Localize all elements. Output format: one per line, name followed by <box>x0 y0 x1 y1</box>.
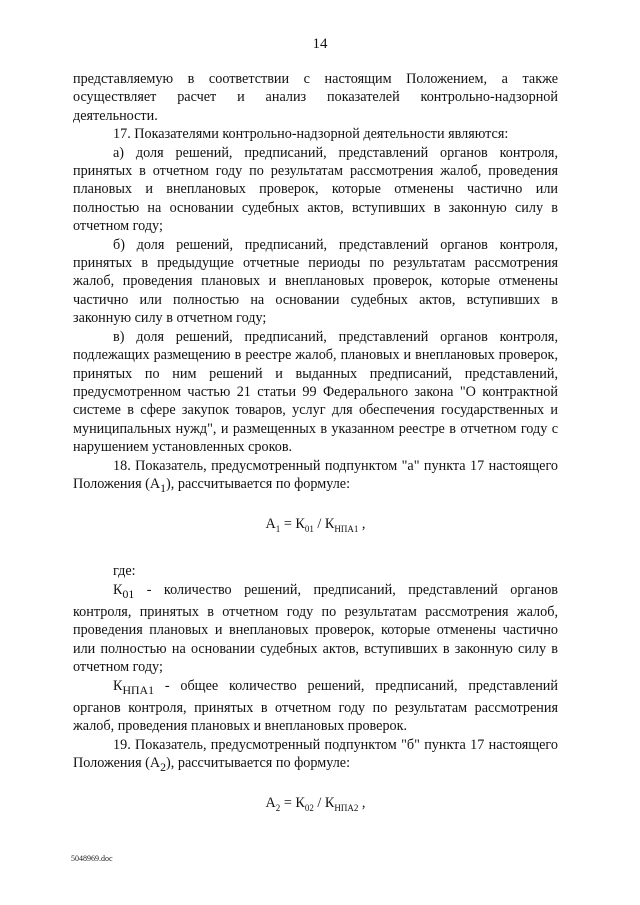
formula-a2-eq: = К <box>280 795 305 812</box>
paragraph-18 <box>73 457 558 498</box>
formula-a1-end: , <box>358 516 366 533</box>
document-body <box>73 70 558 842</box>
definition-knpa1 <box>73 677 558 736</box>
page-number: 14 <box>312 36 328 52</box>
formula-a1 <box>73 515 558 538</box>
formula-a1-eq: = К <box>280 516 305 533</box>
paragraph-18-text: 18. Показатель, предусмотренный подпунктом "а" пункта 17 настоящего Положения (А <box>73 457 558 492</box>
formula-a2-lhs-sub: 2 <box>275 803 281 814</box>
where-label: где: <box>113 563 136 580</box>
paragraph-19-tail: ), рассчитывается по формуле: <box>166 755 351 772</box>
formula-a1-lhs: А <box>265 516 276 533</box>
paragraph-18-sub: 1 <box>160 480 167 495</box>
paragraph-17a: а) доля решений, предписаний, представлений органов контроля, принятых в отчетном году по результатам рассмотрения жалоб, проведения плановых и внеплановых проверок, которые отменены частично или полностью на основании судебных актов, вступивших в законную силу в отчетном году; <box>73 144 558 235</box>
definition-k01-text: - количество решений, предписаний, представлений органов контроля, принятых в отчетном году по результатам рассмотрения жалоб, проведения плановых и внеплановых проверок, которые отменены частично или полностью на основании судебных актов, вступивших в законную силу в отчетном году; <box>73 581 558 676</box>
formula-a1-lhs-sub: 1 <box>275 524 281 534</box>
formula-a2-end: , <box>358 795 366 812</box>
definition-k01-sub: 01 <box>122 586 135 601</box>
formula-a1-n-sub: НПА1 <box>334 524 359 534</box>
formula-a2-n-sub: НПА2 <box>334 803 359 814</box>
formula-a2-k-sub: 02 <box>304 803 314 814</box>
definition-k01 <box>73 581 558 677</box>
definition-knpa1-text: - общее количество решений, предписаний, представлений органов контроля, принятых в отчетном году по результатам рассмотрения жалоб, проведения плановых и внеплановых проверок. <box>73 677 558 735</box>
definition-k01-symbol: К <box>113 581 123 598</box>
formula-a2-lhs: А <box>265 795 276 812</box>
paragraph-17b: б) доля решений, предписаний, представлений органов контроля, принятых в предыдущие отчетные периоды по результатам рассмотрения жалоб, проведения плановых и внеплановых проверок, которые отменены частично или полностью на основании судебных актов, вступивших в законную силу в отчетном году; <box>73 236 558 327</box>
paragraph-18-tail: ), рассчитывается по формуле: <box>166 475 351 492</box>
file-name-footer: 5048969.doc <box>71 854 113 863</box>
paragraph-17: 17. Показателями контрольно-надзорной деятельности являются: <box>113 126 509 143</box>
definition-knpa1-sub: НПА1 <box>122 682 155 697</box>
paragraph-19-sub: 2 <box>160 759 167 774</box>
formula-a2 <box>73 794 558 817</box>
paragraph-19 <box>73 736 558 777</box>
formula-a1-k-sub: 01 <box>304 524 314 534</box>
definition-knpa1-symbol: К <box>113 677 123 694</box>
paragraph-19-text: 19. Показатель, предусмотренный подпунктом "б" пункта 17 настоящего Положения (А <box>73 736 558 772</box>
formula-a1-div: / К <box>313 516 335 533</box>
formula-a2-div: / К <box>313 795 335 812</box>
paragraph-17c: в) доля решений, предписаний, представлений органов контроля, подлежащих размещению в реестре жалоб, плановых и внеплановых проверок, принятых по ним решений и выданных предписаний, представлений, предусмотренном частью 21 статьи 99 Федерального закона "О контрактной системе в сфере закупок товаров, услуг для обеспечения государственных и муниципальных нужд", и размещенных в указанном реестре в отчетном году с нарушением установленных сроков. <box>73 328 558 456</box>
paragraph-continuation: представляемую в соответствии с настоящим Положением, а также осуществляет расчет и анализ показателей контрольно-надзорной деятельности. <box>73 71 558 124</box>
